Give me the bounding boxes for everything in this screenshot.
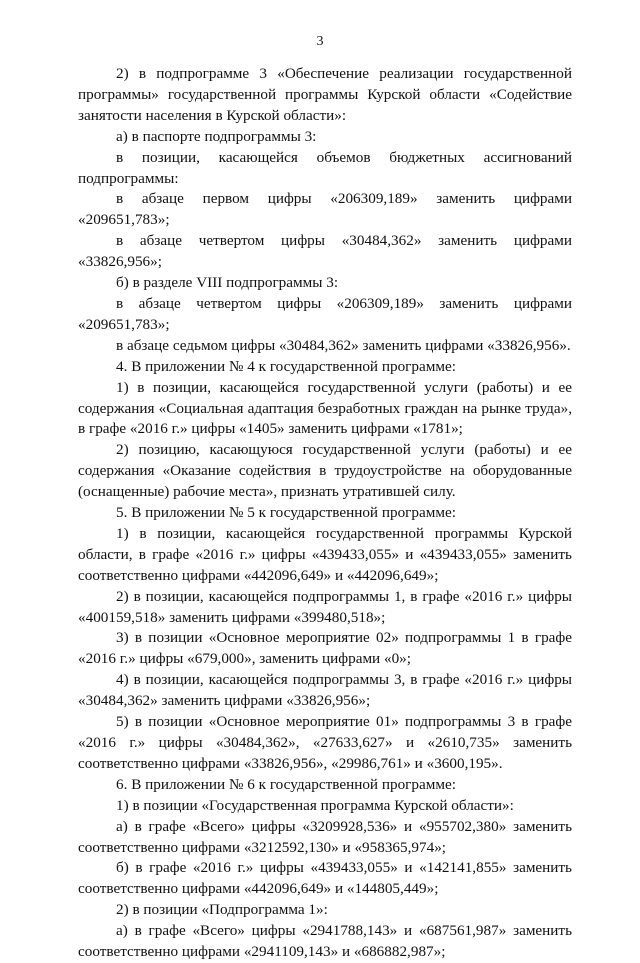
paragraph-viii-seventh-abzats: в абзаце седьмом цифры «30484,362» заменить цифрами «33826,956». (116, 336, 571, 354)
paragraph-appendix-5-item-4: 4) в позиции, касающейся подпрограммы 3, в графе «2016 г.» цифры «30484,362» заменить цифрами «33826,956»; (78, 671, 572, 710)
paragraph-appendix-6-item-1a: а) в графе «Всего» цифры «3209928,536» и «955702,380» заменить соответственно цифрами «3212592,130» и «958365,974»; (78, 817, 572, 856)
document-body (78, 64, 572, 963)
paragraph-appendix-5-item-5: 5) в позиции «Основное мероприятие 01» подпрограммы 3 в графе «2016 г.» цифры «30484,362», «27633,627» и «2610,735» заменить соответственно цифрами «33826,956», «29986,761» и «3600,195». (78, 713, 572, 772)
paragraph-budget-position: в позиции, касающейся объемов бюджетных ассигнований подпрограммы: (78, 148, 572, 187)
paragraph-appendix-4: 4. В приложении № 4 к государственной программе: (116, 357, 456, 375)
paragraph-appendix-5-item-1: 1) в позиции, касающейся государственной программы Курской области, в графе «2016 г.» цифры «439433,055» и «439433,055» заменить соответственно цифрами «442096,649» и «442096,649»; (78, 524, 572, 584)
paragraph-appendix-6-item-2a: а) в графе «Всего» цифры «2941788,143» и «687561,987» заменить соответственно цифрами «2941109,143» и «686882,987»; (78, 922, 572, 961)
paragraph-appendix-6-item-1b: б) в графе «2016 г.» цифры «439433,055» и «142141,855» заменить соответственно цифрами «442096,649» и «144805,449»; (78, 859, 572, 898)
page-number: 3 (316, 34, 324, 49)
paragraph-appendix-4-item-2: 2) позицию, касающуюся государственной услуги (работы) и ее содержания «Оказание содействия в трудоустройстве на оборудованные (оснащенные) рабочие места», признать утратившей силу. (78, 441, 572, 501)
paragraph-fourth-abzats: в абзаце четвертом цифры «30484,362» заменить цифрами «33826,956»; (78, 232, 572, 271)
paragraph-appendix-6: 6. В приложении № 6 к государственной программе: (116, 775, 456, 793)
paragraph-appendix-5-item-3: 3) в позиции «Основное мероприятие 02» подпрограммы 1 в графе «2016 г.» цифры «679,000», заменить цифрами «0»; (78, 629, 572, 668)
paragraph-appendix-6-item-1: 1) в позиции «Государственная программа Курской области»: (116, 796, 514, 814)
paragraph-viii-fourth-abzats: в абзаце четвертом цифры «206309,189» заменить цифрами «209651,783»; (78, 294, 572, 333)
paragraph-appendix-6-item-2: 2) в позиции «Подпрограмма 1»: (116, 901, 328, 919)
paragraph-subprogram-3: 2) в подпрограмме 3 «Обеспечение реализации государственной программы» государственной программы Курской области «Содействие занятости населения в Курской области»: (78, 65, 572, 124)
paragraph-section-viii: б) в разделе VIII подпрограммы 3: (116, 274, 339, 292)
paragraph-appendix-4-item-1: 1) в позиции, касающейся государственной услуги (работы) и ее содержания «Социальная адаптация безработных граждан на рынке труда», в графе «2016 г.» цифры «1405» заменить цифрами «1781»; (78, 378, 572, 438)
paragraph-passport: а) в паспорте подпрограммы 3: (116, 127, 317, 145)
paragraph-appendix-5: 5. В приложении № 5 к государственной программе: (116, 504, 456, 522)
paragraph-appendix-5-item-2: 2) в позиции, касающейся подпрограммы 1, в графе «2016 г.» цифры «400159,518» заменить цифрами «399480,518»; (78, 587, 572, 626)
paragraph-first-abzats: в абзаце первом цифры «206309,189» заменить цифрами «209651,783»; (78, 190, 572, 229)
